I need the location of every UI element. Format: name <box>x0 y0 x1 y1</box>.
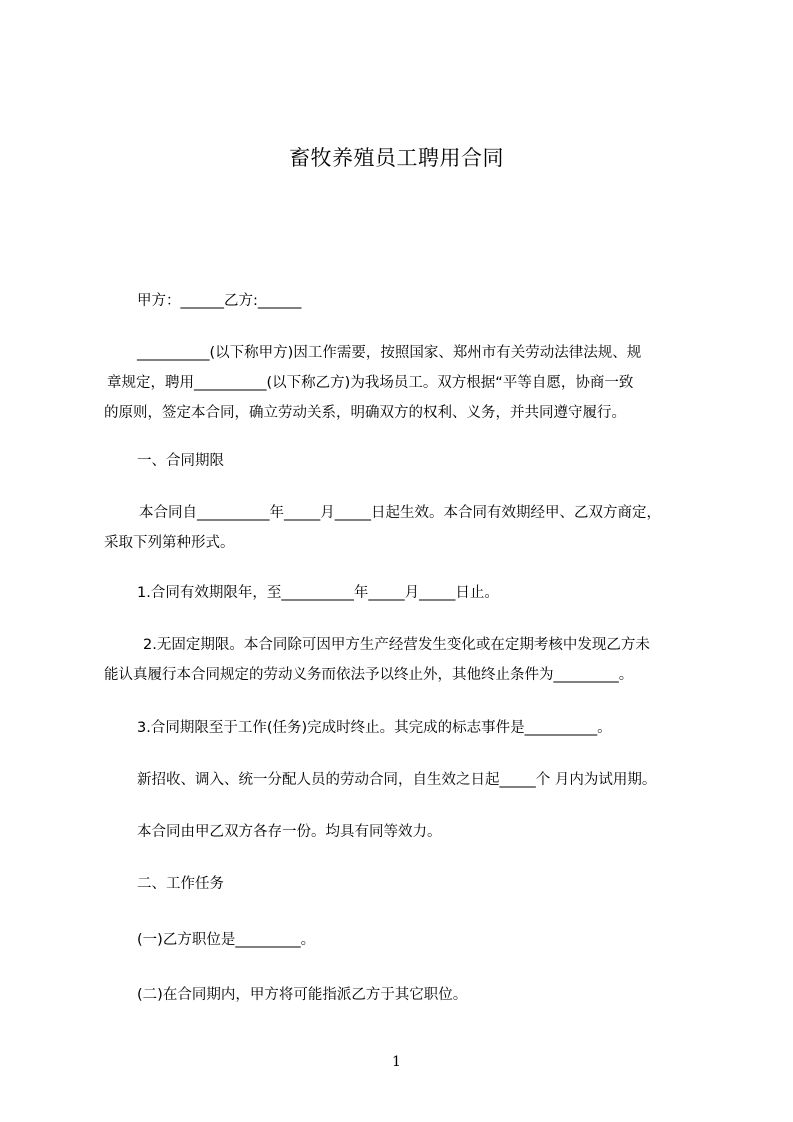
term-line-1: 本合同自__________年_____月_____日起生效。本合同有效期经甲、乙双方商定， <box>139 505 661 521</box>
copies-clause <box>137 817 739 847</box>
intro-line-3: 的原则，签定本合同，确立劳动关系，明确双方的权利、义务，并共同遵守履行。 <box>104 405 626 421</box>
task-1-text: (一)乙方职位是_________。 <box>137 932 316 948</box>
document-title: 畜牧养殖员工聘用合同 <box>289 146 504 170</box>
intro-line-2: 章规定，聘用__________(以下称乙方)为我场员工。双方根据“平等自愿，协商一致 <box>107 375 634 391</box>
term-line-2: 采取下列第种形式。 <box>104 535 235 551</box>
section-1-heading-text: 一、合同期限 <box>137 453 224 469</box>
probation-text: 新招收、调入、统一分配人员的劳动合同，自生效之日起_____个 月内为试用期。 <box>137 772 657 788</box>
task-2-text: (二)在合同期内，甲方将可能指派乙方于其它职位。 <box>137 987 468 1003</box>
clause-3-text: 3.合同期限至于工作(任务)完成时终止。其完成的标志事件是__________。 <box>137 720 612 736</box>
intro-paragraph <box>104 338 706 428</box>
section-2-heading <box>137 869 739 899</box>
section-2-heading-text: 二、工作任务 <box>137 876 224 892</box>
clause-2 <box>104 630 706 690</box>
page-number: 1 <box>392 1054 401 1070</box>
probation-clause <box>137 765 739 795</box>
clause-1 <box>137 578 739 608</box>
intro-line-1: __________(以下称甲方)因工作需要，按照国家、郑州市有关劳动法律法规、规 <box>137 345 642 361</box>
section-1-heading <box>137 446 739 476</box>
task-2 <box>137 980 739 1010</box>
clause-2-line-1: 2.无固定期限。本合同除可因甲方生产经营发生变化或在定期考核中发现乙方未 <box>143 637 650 653</box>
parties-text: 甲方：______乙方:______ <box>137 293 302 309</box>
clause-1-text: 1.合同有效期限年，至__________年_____月_____日止。 <box>137 585 499 601</box>
term-paragraph <box>104 498 706 558</box>
clause-2-line-2: 能认真履行本合同规定的劳动义务而依法予以终止外，其他终止条件为_________。 <box>104 667 634 683</box>
clause-3 <box>137 713 739 743</box>
parties-line <box>137 286 739 316</box>
copies-text: 本合同由甲乙双方各存一份。均具有同等效力。 <box>137 824 442 840</box>
task-1 <box>137 925 739 955</box>
